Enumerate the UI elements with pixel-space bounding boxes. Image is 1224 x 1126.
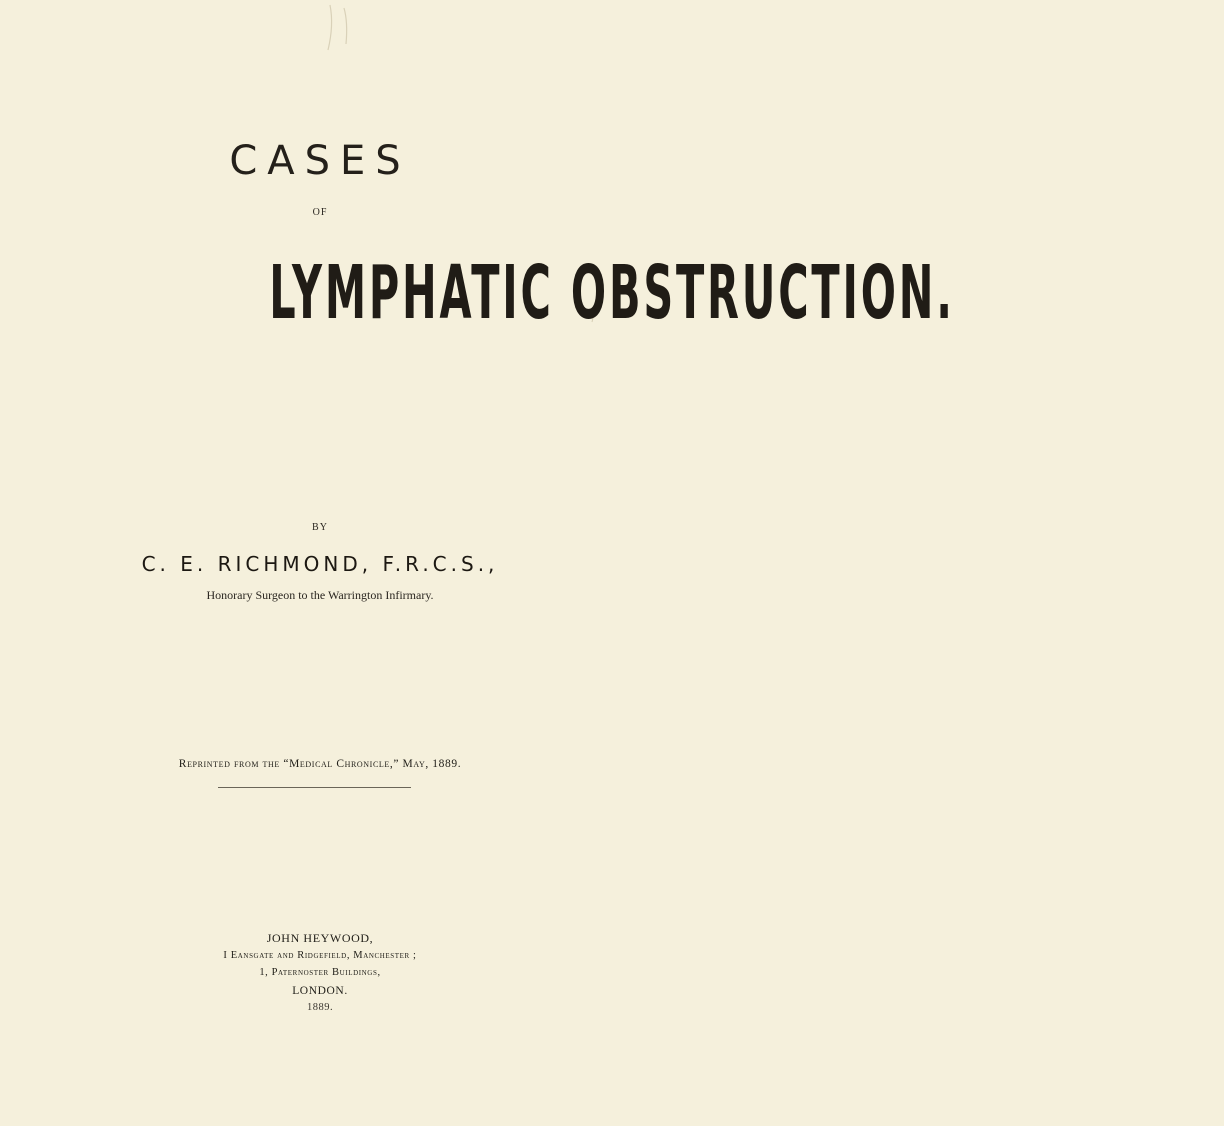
- title-cases: CASES: [229, 138, 411, 184]
- divider-rule: [218, 787, 411, 788]
- publisher-name: JOHN HEYWOOD,: [266, 931, 374, 945]
- publisher-address-manchester: I Eansgate and Ridgefield, Manchester ;: [223, 950, 417, 961]
- reprint-source: “Medical Chronicle,”: [283, 758, 400, 770]
- author-affiliation: Honorary Surgeon to the Warrington Infirmary.: [206, 588, 434, 602]
- author-name: C. E. RICHMOND, F.R.C.S.,: [141, 552, 499, 576]
- title-main-text: LYMPHATIC OBSTRUCTION.: [269, 250, 955, 336]
- title-main: [0, 248, 955, 338]
- publication-year: 1889.: [306, 1002, 334, 1013]
- paper-stain-mark: [310, 0, 370, 60]
- reprint-date: May, 1889.: [402, 758, 462, 770]
- title-of: OF: [312, 207, 328, 218]
- publisher-address-london: 1, Paternoster Buildings,: [259, 967, 381, 978]
- publisher-city: LONDON.: [292, 985, 348, 997]
- reprint-note: [0, 758, 640, 770]
- byline-by: BY: [312, 522, 328, 533]
- reprint-prefix: Reprinted from the: [178, 758, 280, 770]
